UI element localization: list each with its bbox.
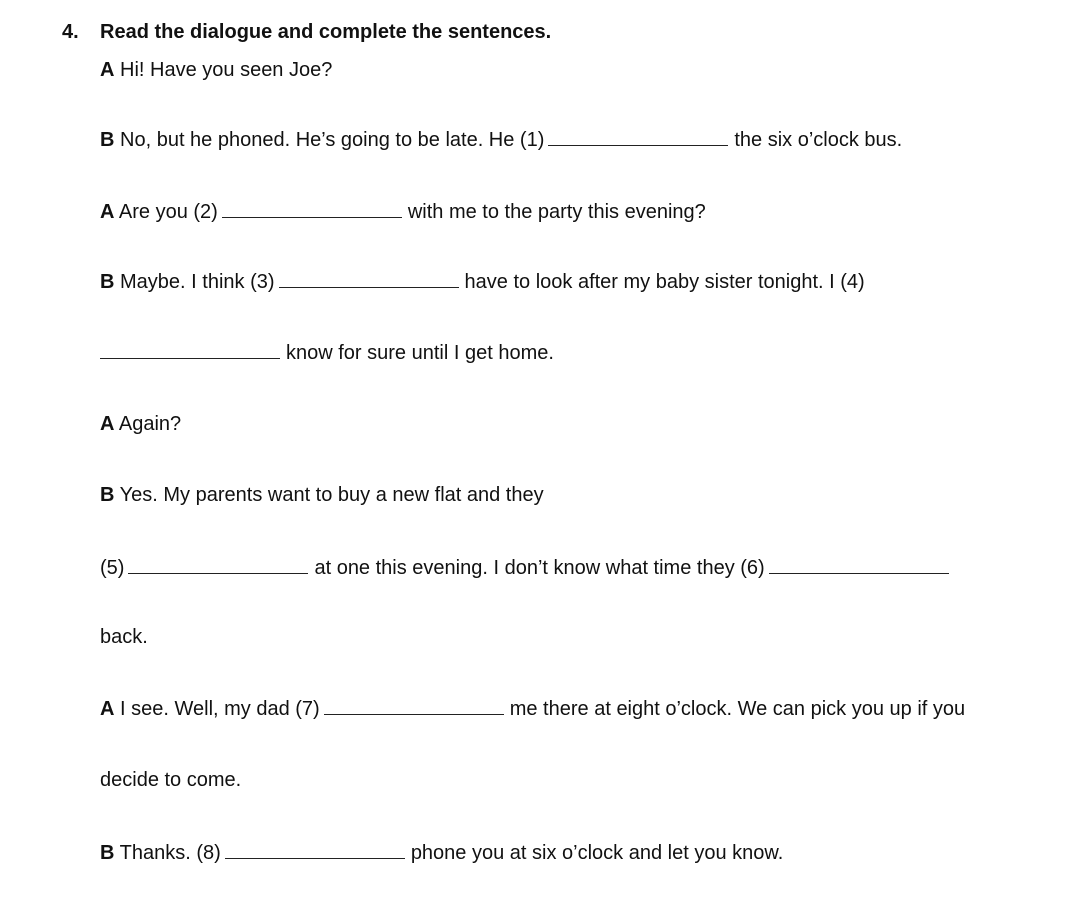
line-text: Are you (2) [118, 201, 218, 223]
line-text: with me to the party this evening? [407, 201, 706, 223]
answer-blank-4[interactable] [100, 340, 280, 359]
dialogue-line [100, 340, 554, 364]
line-text: have to look after my baby sister tonight. I (4) [464, 271, 865, 293]
answer-blank-8[interactable] [225, 840, 405, 859]
answer-blank-3[interactable] [279, 269, 459, 288]
exercise-number: 4. [62, 21, 79, 43]
speaker-label: A [100, 59, 115, 81]
line-text: Yes. My parents want to buy a new flat and they [119, 484, 544, 506]
answer-blank-6[interactable] [769, 555, 949, 574]
answer-blank-1[interactable] [548, 127, 728, 146]
speaker-label: B [100, 129, 115, 151]
line-text: the six o’clock bus. [734, 129, 903, 151]
speaker-label: B [100, 484, 115, 506]
exercise-instruction: Read the dialogue and complete the sentences. [100, 21, 552, 43]
line-text: Hi! Have you seen Joe? [120, 59, 333, 81]
dialogue-line [100, 555, 955, 579]
line-text: decide to come. [100, 769, 242, 791]
line-text: (5) [100, 557, 125, 579]
speaker-label: B [100, 271, 115, 293]
line-text: I see. Well, my dad (7) [120, 698, 320, 720]
line-text: Maybe. I think (3) [120, 271, 275, 293]
line-text: Thanks. (8) [119, 842, 221, 864]
answer-blank-5[interactable] [128, 555, 308, 574]
dialogue-line [100, 625, 148, 649]
line-text: back. [100, 626, 148, 648]
line-text: at one this evening. I don’t know what time they (6) [314, 557, 765, 579]
answer-blank-7[interactable] [324, 696, 504, 715]
dialogue-line [100, 840, 783, 864]
dialogue-line [100, 696, 965, 720]
dialogue-line [100, 768, 241, 792]
line-text: me there at eight o’clock. We can pick you up if you [509, 698, 966, 720]
line-text: phone you at six o’clock and let you know. [410, 842, 784, 864]
line-text: know for sure until I get home. [286, 342, 554, 364]
dialogue-line [100, 58, 332, 82]
dialogue-line [100, 269, 865, 293]
dialogue-line [100, 483, 544, 507]
line-text: No, but he phoned. He’s going to be late. He (1) [120, 129, 545, 151]
speaker-label: A [100, 201, 115, 223]
line-text: Again? [118, 413, 182, 435]
dialogue-line [100, 127, 902, 151]
answer-blank-2[interactable] [222, 199, 402, 218]
speaker-label: A [100, 413, 115, 435]
dialogue-line [100, 412, 181, 436]
dialogue-line [100, 199, 706, 223]
speaker-label: A [100, 698, 115, 720]
speaker-label: B [100, 842, 115, 864]
